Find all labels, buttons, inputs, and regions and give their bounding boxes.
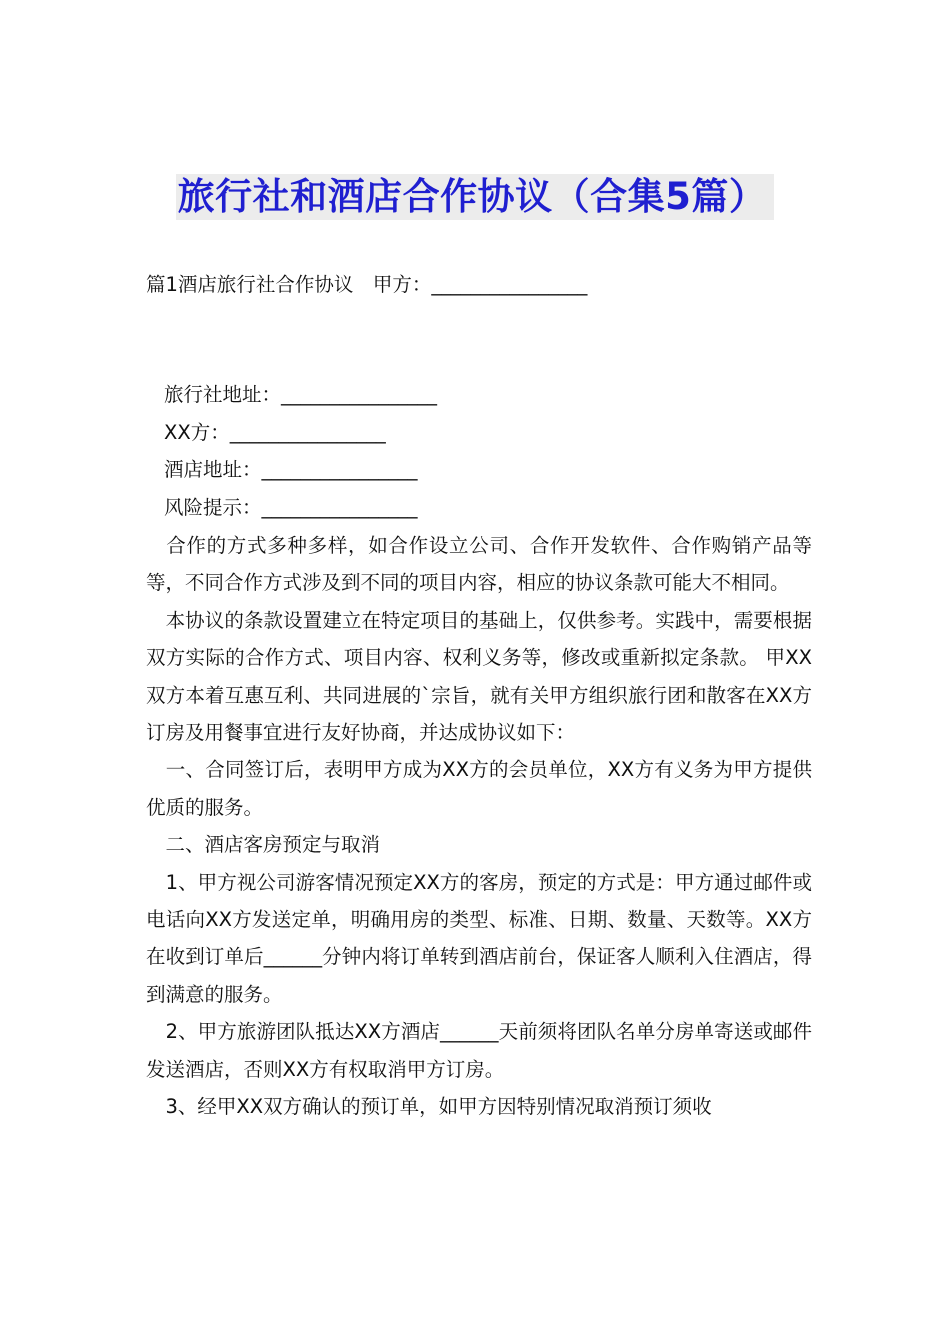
paragraph-clause-2-1: 1、甲方视公司游客情况预定XX方的客房，预定的方式是：甲方通过邮件或电话向XX方发送定单，明确用房的类型、标准、日期、数量、天数等。XX方在收到订单后______分钟内将订单转到酒店前台，保证客人顺利入住酒店，得到满意的服务。 [146,870,812,1006]
paragraph-terms-reference: 本协议的条款设置建立在特定项目的基础上，仅供参考。实践中，需要根据双方实际的合作方式、项目内容、权利义务等，修改或重新拟定条款。 甲XX双方本着互惠互利、共同进展的`宗旨，就有关甲方组织旅行团和散客在XX方订房及用餐事宜进行友好协商，并达成协议如下： [146,608,812,745]
paragraph-clause-2-heading: 二、酒店客房预定与取消 [146,833,381,857]
field-xx-party: XX方：________________ [164,420,386,444]
body-paragraphs [146,527,812,1126]
paragraph-clause-2-2: 2、甲方旅游团队抵达XX方酒店______天前须将团队名单分房单寄送或邮件发送酒店，否则XX方有权取消甲方订房。 [146,1020,812,1081]
paragraph-clause-2-3: 3、经甲XX双方确认的预订单，如甲方因特别情况取消预订须收 [146,1095,712,1119]
first-line: 篇1酒店旅行社合作协议 甲方：________________ [146,273,588,296]
field-hotel-address: 酒店地址：________________ [164,458,418,481]
field-travel-agency-address: 旅行社地址：________________ [164,383,438,406]
title-container [0,174,950,220]
document-title: 旅行社和酒店合作协议（合集5篇） [176,174,775,220]
paragraph-clause-1: 一、合同签订后，表明甲方成为XX方的会员单位，XX方有义务为甲方提供优质的服务。 [146,758,812,819]
field-risk-notice: 风险提示：________________ [164,495,418,519]
paragraph-cooperation-methods: 合作的方式多种多样，如合作设立公司、合作开发软件、合作购销产品等等，不同合作方式涉及到不同的项目内容，相应的协议条款可能大不相同。 [146,534,812,595]
party-fields [146,376,812,526]
